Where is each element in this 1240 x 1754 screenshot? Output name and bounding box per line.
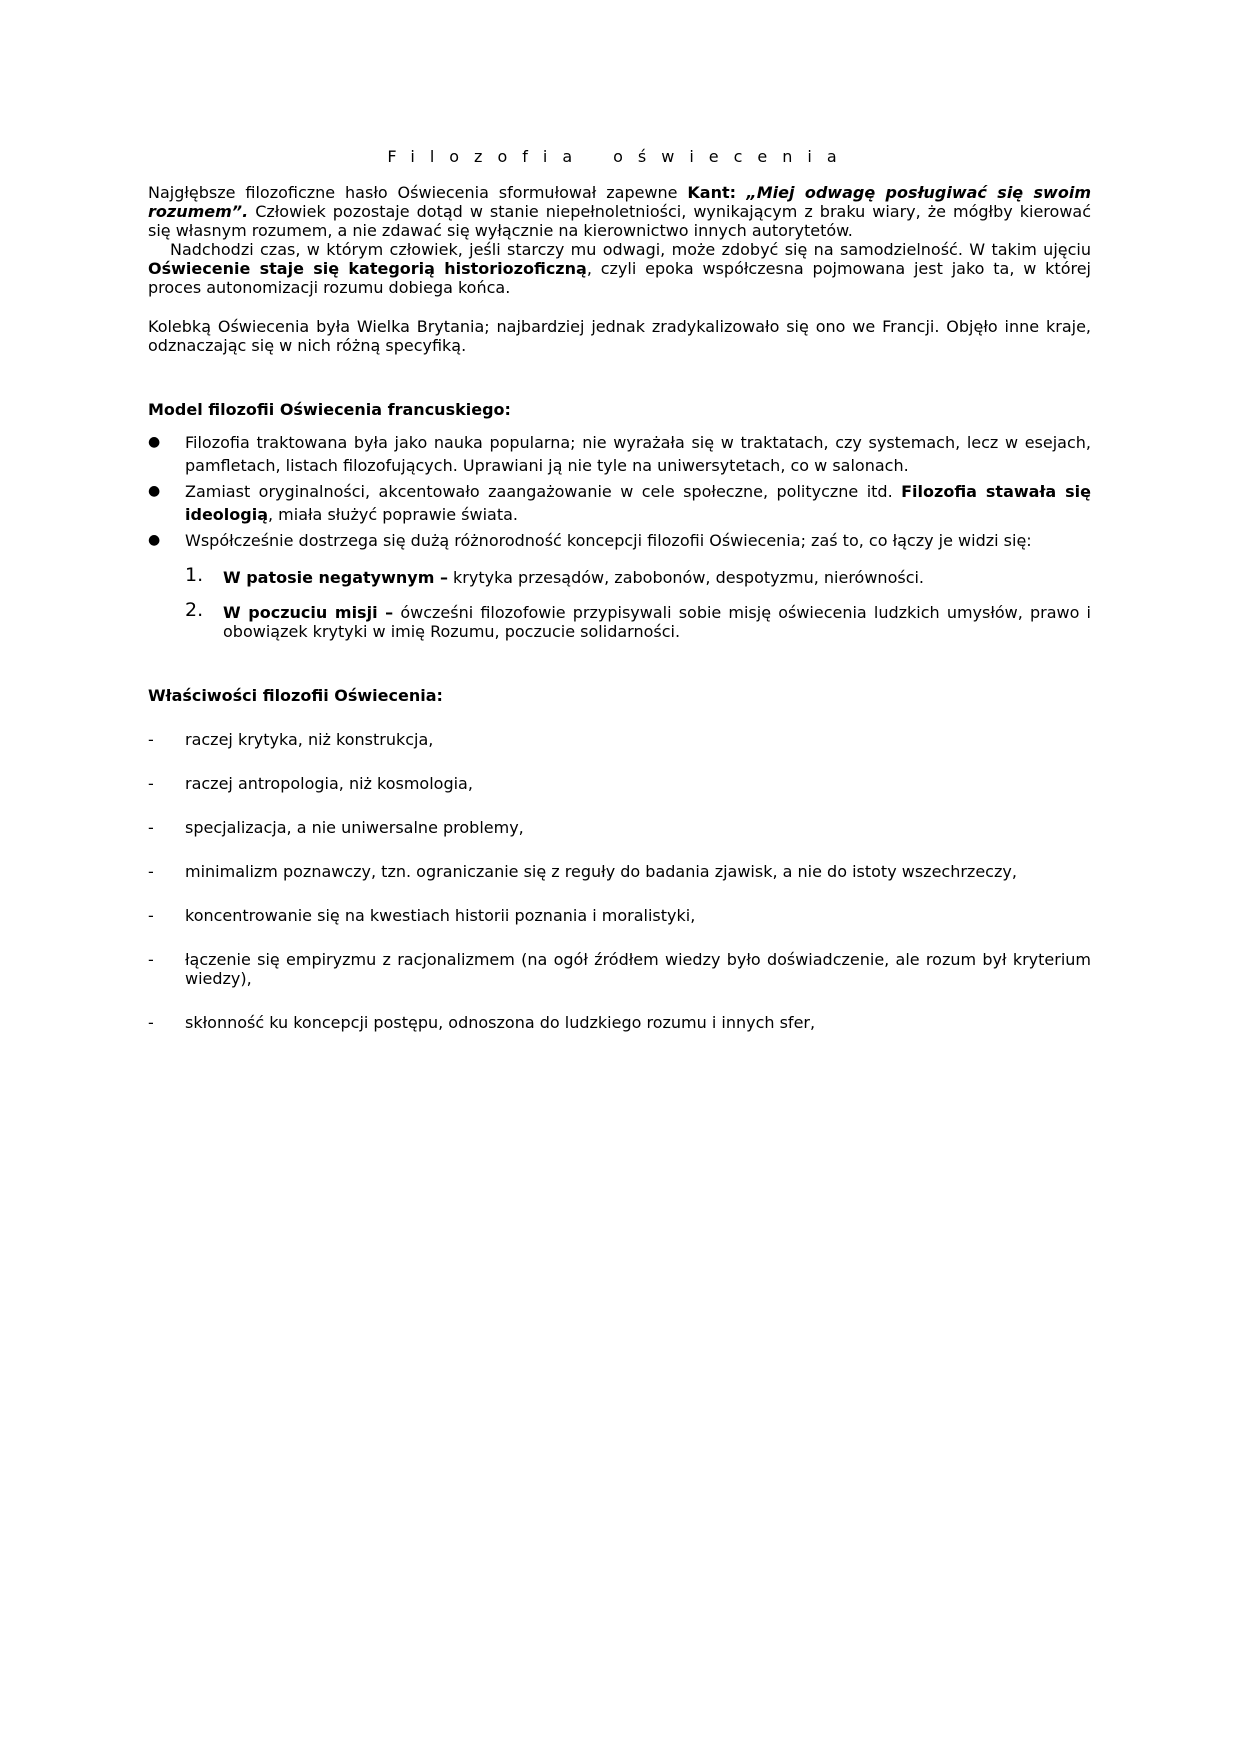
bullet-icon: ●	[148, 532, 161, 548]
intro-text: Człowiek pozostaje dotąd w stanie niepełnoletniości, wynikającym z braku wiary, że mógłby kierować się własnym rozumem, a nie zdawać się wyłącznie na kierownictwo innych autorytetów.	[148, 202, 1091, 240]
dash-marker: -	[148, 774, 154, 793]
kant-quote: „Miej odwagę posługiwać się swoim rozumem”.	[148, 183, 1091, 221]
list-item	[148, 599, 1092, 641]
list-item-bold: W patosie negatywnym –	[223, 568, 448, 587]
list-item-text: koncentrowanie się na kwestiach historii poznania i moralistyki,	[185, 906, 696, 925]
list-item-text: krytyka przesądów, zabobonów, despotyzmu, nierówności.	[447, 568, 925, 587]
intro-paragraph-1	[148, 183, 1091, 240]
list-item-text: minimalizm poznawczy, tzn. ograniczanie się z reguły do badania zjawisk, a nie do istoty wszechrzeczy,	[185, 862, 1017, 881]
section-heading-properties: Właściwości filozofii Oświecenia:	[148, 686, 443, 705]
list-item-text: Współcześnie dostrzega się dużą różnorodność koncepcji filozofii Oświecenia; zaś to, co łączy je widzi się:	[185, 531, 1032, 550]
bullet-icon: ●	[148, 434, 161, 450]
list-item-text: Filozofia traktowana była jako nauka popularna; nie wyrażała się w traktatach, czy systemach, lecz w esejach, pamfletach, listach filozofujących. Uprawiani ją nie tyle na uniwersytetach, co w salonach.	[185, 433, 1091, 475]
item-number: 1.	[185, 564, 204, 586]
dash-marker: -	[148, 818, 154, 837]
list-item	[148, 818, 1091, 837]
section-heading-model: Model filozofii Oświecenia francuskiego:	[148, 400, 511, 419]
dash-marker: -	[148, 906, 154, 925]
list-item-text: raczej krytyka, niż konstrukcja,	[185, 730, 434, 749]
list-item	[148, 431, 1091, 477]
document-title	[148, 147, 1091, 166]
list-item-bold: Filozofia stawała się ideologią	[185, 482, 1091, 524]
document-content	[148, 147, 1091, 1057]
intro-text: Nadchodzi czas, w którym człowiek, jeśli starczy mu odwagi, może zdobyć się na samodzielność. W takim ujęciu	[170, 240, 1091, 259]
intro-paragraph-2	[148, 240, 1091, 297]
list-item	[148, 529, 1091, 552]
list-item-text: ówcześni filozofowie przypisywali sobie misję oświecenia ludzkich umysłów, prawo i obowiązek krytyki w imię Rozumu, poczucie solidarności.	[223, 603, 1092, 641]
intro-bold-phrase: Oświecenie staje się kategorią historiozoficzną	[148, 259, 587, 278]
dash-marker: -	[148, 950, 154, 969]
dash-marker: -	[148, 730, 154, 749]
list-item	[148, 950, 1091, 988]
intro-text: , czyli epoka współczesna pojmowana jest jako ta, w której proces autonomizacji rozumu dobiega końca.	[148, 259, 1091, 297]
bullet-icon: ●	[148, 483, 161, 499]
model-numbered-list	[148, 564, 1092, 641]
list-item	[148, 774, 1091, 793]
dash-marker: -	[148, 1013, 154, 1032]
list-item	[148, 564, 1091, 587]
list-item	[148, 730, 1091, 749]
list-item-text: Zamiast oryginalności, akcentowało zaangażowanie w cele społeczne, polityczne itd.	[185, 482, 902, 501]
dash-marker: -	[148, 862, 154, 881]
intro-paragraph-3: Kolebką Oświecenia była Wielka Brytania; najbardziej jednak zradykalizowało się ono we Francji. Objęło inne kraje, odznaczając się w nich różną specyfiką.	[148, 317, 1091, 355]
list-item-text: , miała służyć poprawie świata.	[268, 505, 518, 524]
list-item-text: specjalizacja, a nie uniwersalne problemy,	[185, 818, 524, 837]
title-word-1: Filozofia	[387, 147, 588, 166]
list-item-bold: W poczuciu misji –	[223, 603, 394, 622]
list-item	[148, 906, 1091, 925]
intro-text: Najgłębsze filozoficzne hasło Oświecenia sformułował zapewne	[148, 183, 688, 202]
list-item-text: raczej antropologia, niż kosmologia,	[185, 774, 473, 793]
model-bullet-list	[148, 431, 1091, 552]
title-word-2: oświecenia	[613, 147, 852, 166]
list-item	[148, 1013, 1091, 1032]
item-number: 2.	[185, 599, 204, 621]
properties-dash-list	[148, 730, 1091, 1032]
list-item	[148, 480, 1091, 526]
list-item	[148, 862, 1091, 881]
list-item-text: skłonność ku koncepcji postępu, odnoszona do ludzkiego rozumu i innych sfer,	[185, 1013, 816, 1032]
kant-name: Kant:	[687, 183, 737, 202]
list-item-text: łączenie się empiryzmu z racjonalizmem (na ogół źródłem wiedzy było doświadczenie, ale rozum był kryterium wiedzy),	[185, 950, 1091, 988]
